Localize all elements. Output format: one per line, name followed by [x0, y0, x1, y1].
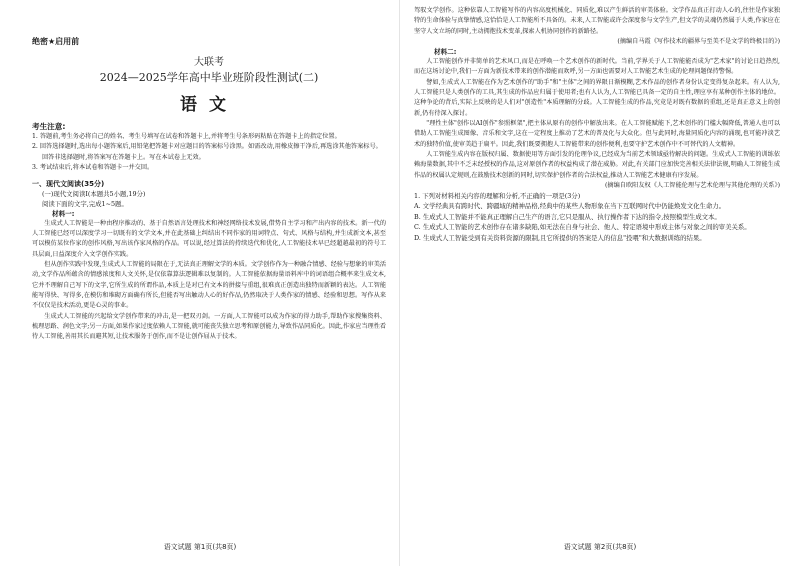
- material1-label: 材料一:: [52, 209, 75, 218]
- notice-item: 3. 考试结束后,将本试卷和答题卡一并交回。: [32, 164, 154, 172]
- option-c: C. 生成式人工智能的艺术创作存在诸多缺陷,如无法在自身与社会、他人、特定语境中形成主体与对象之间的审美关系。: [414, 223, 751, 232]
- page-right: [400, 0, 800, 566]
- paragraph: 驾驭文学创作。这种依靠人工智能写作的内容高度机械化、同质化,难以产生鲜活的审美体验。文学作品真正打动人心的,往往是作家独特的生命体验与真挚情感,这恰恰是人工智能所不具备的。未来,人工智能或许会深度参与文学生产,但文学的灵魂仍然属于人类,作家应在坚守人文立场的同时,主动拥抱技术变革,探索人机协同创作的新路径。: [414, 7, 780, 35]
- paragraph: 生成式人工智能的兴起给文学创作带来的冲击,是一把双刃剑。一方面,人工智能可以成为作家的得力助手,帮助作家搜集资料、梳理思路、润色文字;另一方面,如果作家过度依赖人工智能,就可能丧失独立思考和原创能力,导致作品同质化。因此,作家应当理性看待人工智能,善用其长而避其短,让技术服务于创作,而不是让创作屈从于技术。: [32, 312, 386, 341]
- footer-left: 语文试题 第1页(共8页): [163, 543, 237, 551]
- option-d: D. 生成式人工智能受到有关资料资源的限制,且它所提供的答案是人的信息"投喂"和大数据训练的结果。: [414, 233, 706, 242]
- secret-label: 绝密★启用前: [32, 37, 80, 46]
- question-stem: 1. 下列对材料相关内容的理解和分析,不正确的一项是(3分): [414, 192, 581, 201]
- footer-right: 语文试题 第2页(共8页): [563, 543, 637, 551]
- material2-label: 材料二:: [434, 48, 457, 57]
- material2-source: (摘编自欧阳友权《人工智能伦理与艺术伦理与其他伦理的关系》): [605, 182, 780, 190]
- paragraph: 譬如,生成式人工智能在作为艺术创作的"助手"和"主体"之间的界限日渐模糊,艺术作品的创作者身份认定变得复杂起来。有人认为,人工智能只是人类创作的工具,其生成的作品应归属于使用者;也有人认为,人工智能已具备一定的自主性,理应享有某种创作主体的地位。这种争论的背后,实际上反映的是人们对"创造性"本质理解的分歧。人工智能生成的作品,究竟是对既有数据的重组,还是真正意义上的创新,仍有待深入探讨。: [414, 78, 780, 117]
- notice-list: [32, 132, 386, 174]
- notice-heading: 考生注意:: [32, 122, 66, 131]
- exam-title: 2024—2025学年高中毕业班阶段性测试(二): [99, 71, 319, 84]
- notice-item: 1. 答题前,考生务必将自己的姓名、考生号填写在试卷和答题卡上,并将考生号条形码粘贴在答题卡上的指定位置。: [32, 133, 341, 140]
- paragraph: 人工智能生成内容在版权归属、数据使用等方面引发的伦理争议,已经成为当前艺术领域亟待解决的问题。生成式人工智能的训练依赖海量数据,其中不乏未经授权的作品,这对原创作者的权益构成了潜在威胁。对此,有关部门应加快完善相关法律法规,明确人工智能生成作品的权属认定规则,在鼓励技术创新的同时,切实保护创作者的合法权益,推动人工智能艺术健康有序发展。: [414, 151, 780, 179]
- section-heading: 一、现代文阅读(35分): [32, 179, 105, 188]
- option-a: A. 文学经典具有跨时代、跨疆域的精神品格,经典中的某些人物形象在当下互联网时代中仍能焕发文化生命力。: [414, 202, 726, 211]
- paragraph: 生成式人工智能是一种由程序推动的、基于自然语言处理技术和神经网络技术发展,借势自主学习和产出内容的技术。新一代的人工智能已经可以深度学习一切既有的文学文本,并在此基础上纠结出不同作家的用词特点、句式、风格与结构,并生成新文本,甚至可以模仿某位作家的创作风格,写出该作家风格的作品。可以说,经过算法的持续迭代和优化,人工智能技术早已经超越最初的符号工具层面,日益深度介入文学创作实践。: [32, 219, 386, 258]
- paragraph: "理性主体"创作以AI创作"参照框架",把主体从原有的创作中解放出来。在人工智能赋能下,艺术创作的门槛大幅降低,普通人也可以借助人工智能生成图像、音乐和文字,这在一定程度上推动了艺术的普及化与大众化。但与此同时,海量同质化内容的涌现,也可能冲淡艺术的独特价值,使审美趋于扁平。因此,我们既要拥抱人工智能带来的创作便利,也要守护艺术创作中不可替代的人文精神。: [414, 120, 780, 148]
- option-b: B. 生成式人工智能并不能真正理解自己生产的语言,它只是服从、执行操作者下达的指令,按照模型生成文本。: [414, 212, 721, 221]
- paragraph: 人工智能创作并非简单的艺术风口,而是在呼唤一个艺术创作的新时代。当前,学界关于人工智能能否成为"艺术家"的讨论日趋热烈,而在这场讨论中,我们一方面为新技术带来的创作潜能而欢呼,另一方面也需要对人工智能艺术生成的伦理问题保持警惕。: [414, 58, 780, 76]
- material1-source: (摘编自马霞《写作技术的疆界与至美不是文学的终极目的》): [617, 38, 780, 46]
- paragraph: 但从创作实践中发现,生成式人工智能的局限在于,无法真正理解文学的本质。文学创作作为一种融合情感、经验与想象的审美活动,文学作品所蕴含的情感浓度和人文关怀,是仅依靠算法逻辑难以复制的。人工智能依据海量语料库中的词语组合概率来生成文本,它并不理解自己写下的文字,它所生成的所谓作品,本质上是对已有文本的拼接与重组,很难真正创造出独特而新颖的表达。人工智能能写得快、写得多,在模仿和堆砌方面确有所长,但能否写出触动人心的好作品,仍然取决于人类作家的情感、经验和思想。写作从来不仅仅是技术活动,更是心灵的事业。: [32, 261, 386, 310]
- notice-item: 2. 回答选择题时,选出每小题答案后,用铅笔把答题卡对应题目的答案标号涂黑。如需改动,用橡皮擦干净后,再选涂其他答案标号。回答非选择题时,将答案写在答题卡上。写在本试卷上无效。: [32, 143, 382, 161]
- subject-title: 语文: [180, 95, 238, 115]
- exam-org: 大联考: [194, 57, 224, 68]
- subsection-heading: (一)现代文阅读Ⅰ(本题共5小题,19分): [42, 189, 146, 198]
- instruction: 阅读下面的文字,完成1~5题。: [42, 199, 128, 208]
